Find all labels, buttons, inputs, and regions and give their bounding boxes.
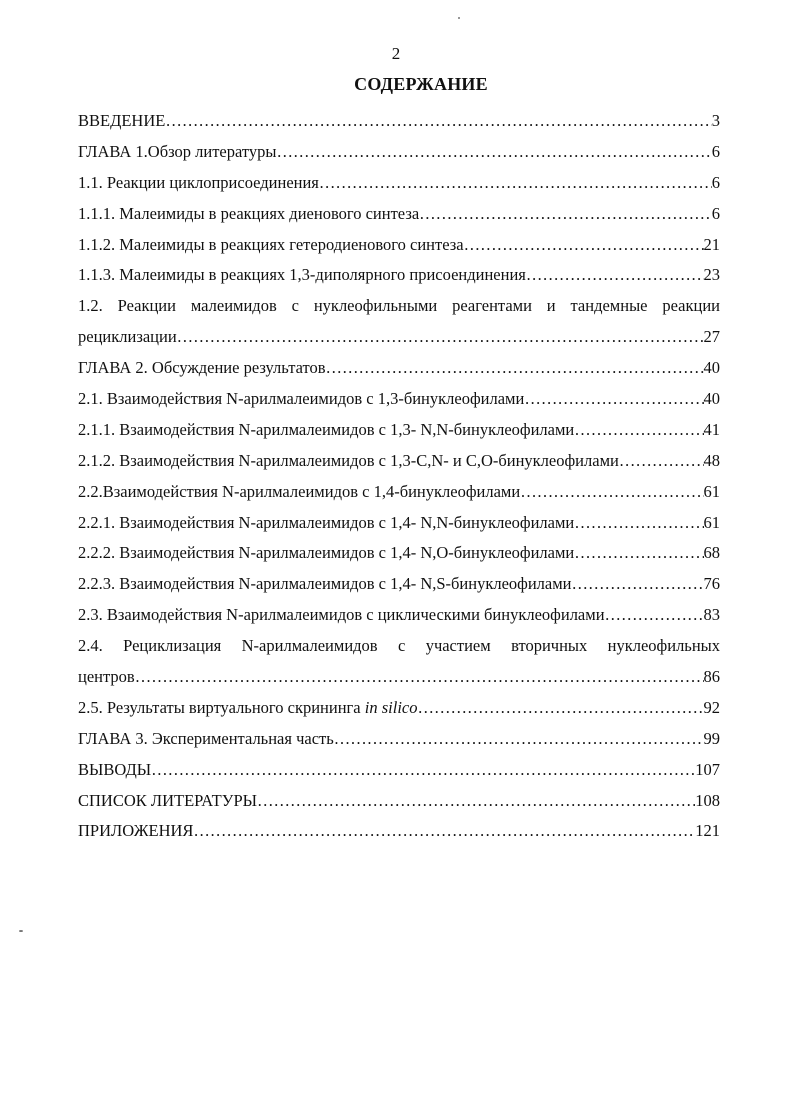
toc-entry-text: ГЛАВА 2. Обсуждение результатов xyxy=(78,358,326,378)
toc-leader-dots xyxy=(417,693,703,724)
table-of-contents xyxy=(78,106,720,847)
toc-entry-page: 99 xyxy=(703,728,720,748)
toc-entry-2-2-3 xyxy=(78,569,720,600)
toc-leader-dots xyxy=(135,662,704,693)
toc-leader-dots xyxy=(177,322,704,353)
toc-leader-dots xyxy=(257,786,695,817)
toc-leader-dots xyxy=(464,230,704,261)
toc-leader-dots xyxy=(319,168,712,199)
toc-leader-dots xyxy=(419,199,712,230)
toc-leader-dots xyxy=(276,137,711,168)
toc-entry-page: 76 xyxy=(703,574,720,594)
toc-entry-introduction xyxy=(78,106,720,137)
toc-entry-2-2-1 xyxy=(78,508,720,539)
toc-leader-dots xyxy=(574,508,703,539)
scan-speck xyxy=(458,17,460,19)
toc-entry-text: 1.1.3. Малеимиды в реакциях 1,3-диполярного присоендинения xyxy=(78,265,526,285)
toc-entry-chapter-3 xyxy=(78,724,720,755)
toc-entry-text: ГЛАВА 3. Экспериментальная часть xyxy=(78,728,334,748)
toc-entry-2-5 xyxy=(78,693,720,724)
toc-leader-dots xyxy=(574,538,703,569)
toc-leader-dots xyxy=(334,724,704,755)
toc-entry-2-4-line1 xyxy=(78,631,720,662)
toc-entry-text: центров xyxy=(78,667,135,687)
toc-entry-text: 2.2.Взаимодействия N-арилмалеимидов с 1,4-бинуклеофилами xyxy=(78,481,521,501)
toc-entry-page: 23 xyxy=(703,265,720,285)
toc-entry-page: 83 xyxy=(703,605,720,625)
toc-entry-page: 6 xyxy=(711,141,720,161)
toc-entry-references xyxy=(78,786,720,817)
toc-entry-page: 61 xyxy=(703,481,720,501)
toc-leader-dots xyxy=(165,106,711,137)
toc-entry-text: 2.1.2. Взаимодействия N-арилмалеимидов с 1,3-C,N- и C,O-бинуклеофилами xyxy=(78,450,619,470)
toc-entry-text: ВВЕДЕНИЕ xyxy=(78,111,166,130)
toc-entry-1-2-line1 xyxy=(78,291,720,322)
toc-entry-page: 86 xyxy=(703,667,720,687)
toc-entry-2-4-line2 xyxy=(78,662,720,693)
toc-entry-page: 48 xyxy=(703,450,720,470)
toc-entry-page: 27 xyxy=(703,327,720,347)
toc-entry-page: 3 xyxy=(711,111,720,130)
scan-speck xyxy=(19,930,23,932)
toc-entry-appendices xyxy=(78,816,720,847)
toc-entry-text: 2.2.1. Взаимодействия N-арилмалеимидов с 1,4- N,N-бинуклеофилами xyxy=(78,512,575,532)
toc-entry-2-1 xyxy=(78,384,720,415)
toc-entry-chapter-1 xyxy=(78,137,720,168)
toc-entry-1-1-2 xyxy=(78,230,720,261)
toc-entry-page: 61 xyxy=(703,512,720,532)
toc-entry-chapter-2 xyxy=(78,353,720,384)
toc-entry-page: 40 xyxy=(703,358,720,378)
toc-entry-text: 2.2.2. Взаимодействия N-арилмалеимидов с 1,4- N,O-бинуклеофилами xyxy=(78,543,575,563)
toc-entry-2-3 xyxy=(78,600,720,631)
toc-leader-dots xyxy=(619,446,704,477)
toc-leader-dots xyxy=(605,600,704,631)
toc-entry-1-1-3 xyxy=(78,260,720,291)
toc-entry-2-1-1 xyxy=(78,415,720,446)
toc-entry-text-italic: in silico xyxy=(364,697,418,717)
toc-entry-text: 1.1. Реакции циклоприсоединения xyxy=(78,172,319,192)
toc-entry-page: 108 xyxy=(695,790,720,810)
toc-entry-text: 2.1.1. Взаимодействия N-арилмалеимидов с 1,3- N,N-бинуклеофилами xyxy=(78,419,575,439)
toc-entry-text: рециклизации xyxy=(78,327,177,347)
toc-entry-text-wrap xyxy=(78,693,417,724)
toc-leader-dots xyxy=(151,755,695,786)
toc-leader-dots xyxy=(574,415,703,446)
toc-entry-conclusions xyxy=(78,755,720,786)
toc-entry-text: ПРИЛОЖЕНИЯ xyxy=(78,821,194,841)
toc-leader-dots xyxy=(520,477,703,508)
toc-entry-page: 6 xyxy=(711,203,720,223)
toc-entry-2-2-2 xyxy=(78,538,720,569)
toc-entry-page: 68 xyxy=(703,543,720,563)
toc-entry-page: 21 xyxy=(703,234,720,254)
toc-entry-page: 92 xyxy=(703,697,720,717)
toc-entry-text: 2.3. Взаимодействия N-арилмалеимидов с циклическими бинуклеофилами xyxy=(78,605,605,625)
toc-entry-text: 2.4. Рециклизация N-арилмалеимидов с участием вторичных нуклеофильных xyxy=(78,636,720,656)
toc-entry-text: ВЫВОДЫ xyxy=(78,759,152,779)
toc-entry-1-2-line2 xyxy=(78,322,720,353)
toc-entry-1-1 xyxy=(78,168,720,199)
page-title: СОДЕРЖАНИЕ xyxy=(354,74,488,94)
toc-entry-text: ГЛАВА 1.Обзор литературы xyxy=(78,141,277,161)
toc-entry-page: 40 xyxy=(703,389,720,409)
toc-entry-text: 2.5. Результаты виртуального скрининга xyxy=(78,697,361,717)
toc-entry-text: 1.1.2. Малеимиды в реакциях гетеродиенового синтеза xyxy=(78,234,464,254)
page-number: 2 xyxy=(391,44,401,63)
toc-entry-page: 6 xyxy=(711,172,720,192)
toc-entry-1-1-1 xyxy=(78,199,720,230)
toc-entry-text: 2.2.3. Взаимодействия N-арилмалеимидов с 1,4- N,S-бинуклеофилами xyxy=(78,574,572,594)
toc-leader-dots xyxy=(526,260,704,291)
toc-leader-dots xyxy=(326,353,704,384)
toc-entry-page: 121 xyxy=(695,821,720,841)
toc-entry-page: 107 xyxy=(695,759,720,779)
toc-entry-page: 41 xyxy=(703,419,720,439)
toc-leader-dots xyxy=(572,569,704,600)
toc-leader-dots xyxy=(524,384,703,415)
toc-entry-text: 1.2. Реакции малеимидов с нуклеофильными реагентами и тандемные реакции xyxy=(78,296,720,316)
toc-entry-text: СПИСОК ЛИТЕРАТУРЫ xyxy=(78,790,258,810)
toc-leader-dots xyxy=(193,816,695,847)
toc-entry-2-2 xyxy=(78,477,720,508)
toc-entry-2-1-2 xyxy=(78,446,720,477)
toc-entry-text: 2.1. Взаимодействия N-арилмалеимидов с 1,3-бинуклеофилами xyxy=(78,389,525,409)
toc-entry-text: 1.1.1. Малеимиды в реакциях диенового синтеза xyxy=(78,203,420,223)
